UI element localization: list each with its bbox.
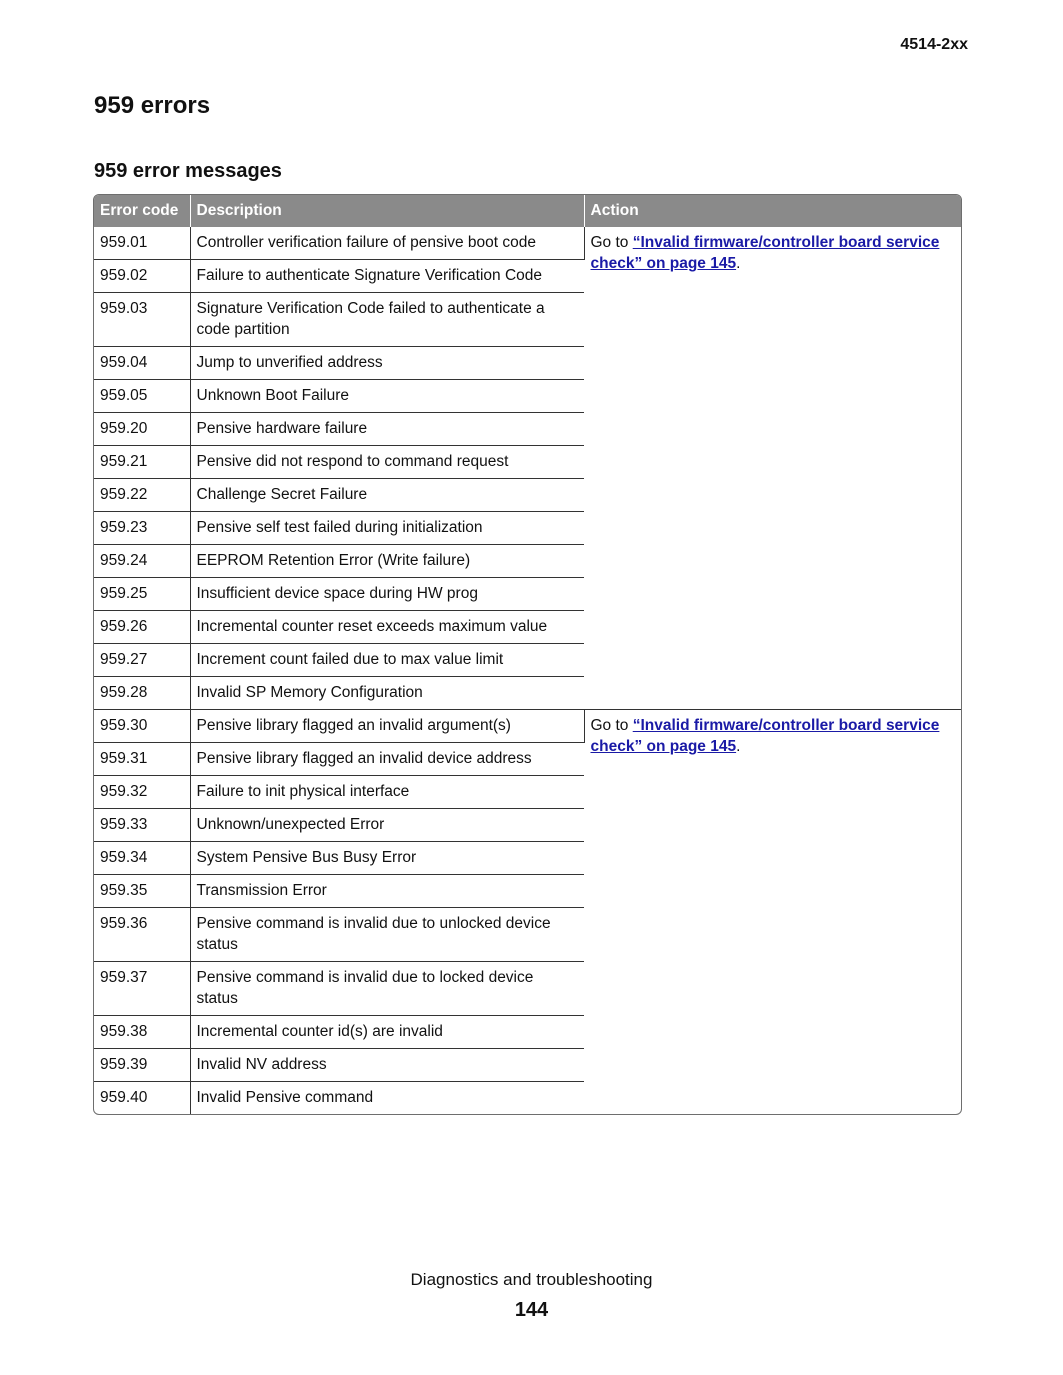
description-cell: Insufficient device space during HW prog	[190, 578, 584, 611]
error-code-cell: 959.39	[94, 1049, 190, 1082]
description-cell: Pensive library flagged an invalid device address	[190, 743, 584, 776]
document-model-number: 4514-2xx	[900, 36, 968, 53]
table-row	[94, 710, 961, 743]
error-code-cell: 959.25	[94, 578, 190, 611]
error-code-cell: 959.05	[94, 380, 190, 413]
page-number: 144	[514, 1299, 549, 1321]
error-code-cell: 959.20	[94, 413, 190, 446]
error-code-cell: 959.01	[94, 227, 190, 260]
error-code-cell: 959.34	[94, 842, 190, 875]
action-cell	[584, 710, 961, 1115]
service-check-link[interactable]: “Invalid firmware/controller board service check” on page 145	[590, 234, 940, 272]
description-cell: Incremental counter id(s) are invalid	[190, 1016, 584, 1049]
error-code-cell: 959.22	[94, 479, 190, 512]
error-code-cell: 959.36	[94, 908, 190, 962]
error-code-cell: 959.35	[94, 875, 190, 908]
error-code-cell: 959.23	[94, 512, 190, 545]
description-cell: Pensive did not respond to command request	[190, 446, 584, 479]
description-cell: Signature Verification Code failed to authenticate a code partition	[190, 293, 584, 347]
error-code-cell: 959.32	[94, 776, 190, 809]
error-code-cell: 959.03	[94, 293, 190, 347]
footer-section-title: Diagnostics and troubleshooting	[410, 1270, 653, 1289]
page-title: 959 errors	[94, 92, 211, 119]
description-cell: Controller verification failure of pensive boot code	[190, 227, 584, 260]
description-cell: Pensive command is invalid due to unlocked device status	[190, 908, 584, 962]
section-title: 959 error messages	[94, 160, 282, 182]
description-cell: Failure to authenticate Signature Verification Code	[190, 260, 584, 293]
column-header-error-code: Error code	[94, 195, 190, 227]
description-cell: Challenge Secret Failure	[190, 479, 584, 512]
description-cell: Pensive self test failed during initialization	[190, 512, 584, 545]
error-code-cell: 959.33	[94, 809, 190, 842]
action-prefix: Go to	[590, 717, 633, 734]
action-suffix: .	[736, 738, 741, 755]
description-cell: Pensive command is invalid due to locked device status	[190, 962, 584, 1016]
action-suffix: .	[736, 255, 741, 272]
description-cell: Pensive library flagged an invalid argument(s)	[190, 710, 584, 743]
description-cell: Failure to init physical interface	[190, 776, 584, 809]
description-cell: Invalid Pensive command	[190, 1082, 584, 1115]
description-cell: Transmission Error	[190, 875, 584, 908]
description-cell: EEPROM Retention Error (Write failure)	[190, 545, 584, 578]
description-cell: System Pensive Bus Busy Error	[190, 842, 584, 875]
description-cell: Jump to unverified address	[190, 347, 584, 380]
error-code-cell: 959.30	[94, 710, 190, 743]
error-code-cell: 959.26	[94, 611, 190, 644]
error-code-cell: 959.04	[94, 347, 190, 380]
error-code-cell: 959.40	[94, 1082, 190, 1115]
error-code-cell: 959.31	[94, 743, 190, 776]
error-code-cell: 959.38	[94, 1016, 190, 1049]
description-cell: Pensive hardware failure	[190, 413, 584, 446]
column-header-action: Action	[584, 195, 961, 227]
error-code-cell: 959.24	[94, 545, 190, 578]
error-code-cell: 959.21	[94, 446, 190, 479]
error-code-cell: 959.37	[94, 962, 190, 1016]
action-cell	[584, 227, 961, 710]
column-header-description: Description	[190, 195, 584, 227]
description-cell: Invalid NV address	[190, 1049, 584, 1082]
description-cell: Incremental counter reset exceeds maximum value	[190, 611, 584, 644]
service-check-link[interactable]: “Invalid firmware/controller board service check” on page 145	[590, 717, 940, 755]
description-cell: Unknown/unexpected Error	[190, 809, 584, 842]
error-code-cell: 959.28	[94, 677, 190, 710]
error-code-cell: 959.02	[94, 260, 190, 293]
description-cell: Increment count failed due to max value limit	[190, 644, 584, 677]
table-header-row	[94, 195, 961, 227]
table-row	[94, 227, 961, 260]
description-cell: Unknown Boot Failure	[190, 380, 584, 413]
error-messages-table	[93, 194, 962, 1115]
description-cell: Invalid SP Memory Configuration	[190, 677, 584, 710]
table-body	[94, 227, 961, 1114]
error-code-cell: 959.27	[94, 644, 190, 677]
action-prefix: Go to	[590, 234, 633, 251]
